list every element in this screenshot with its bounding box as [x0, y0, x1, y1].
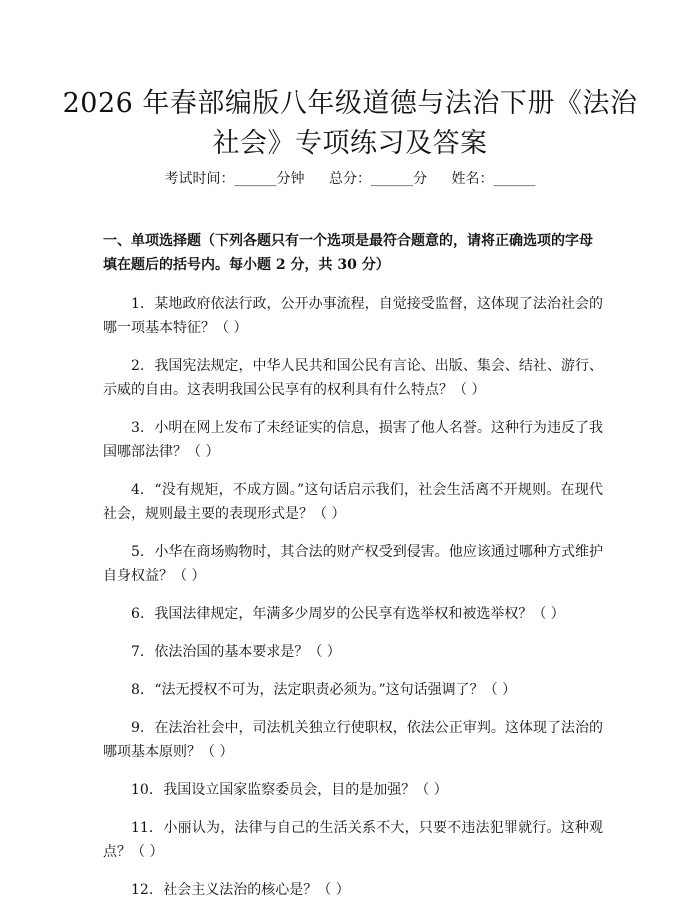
- question-item: [103, 816, 603, 864]
- question-item: [103, 478, 603, 526]
- question-item: [103, 540, 603, 588]
- question-text: “没有规矩，不成方圆。”这句话启示我们，社会生活离不开规则。在现代社会，规则最主要的表现形式是？（ ）: [103, 482, 603, 522]
- question-text: 某地政府依法行政，公开办事流程，自觉接受监督，这体现了法治社会的哪一项基本特征？（ ）: [103, 296, 603, 336]
- question-number: 4.: [131, 482, 145, 498]
- question-number: 9.: [131, 720, 145, 736]
- question-number: 12.: [131, 882, 154, 898]
- exam-score: 总分：______分: [329, 171, 427, 187]
- question-number: 1.: [131, 296, 145, 312]
- exam-time: 考试时间：______分钟: [164, 171, 305, 187]
- question-text: 小华在商场购物时，其合法的财产权受到侵害。他应该通过哪种方式维护自身权益？（ ）: [103, 544, 603, 584]
- question-item: [103, 602, 603, 626]
- question-item: [103, 416, 603, 464]
- question-number: 3.: [131, 420, 145, 436]
- question-item: [103, 678, 603, 702]
- question-text: 我国设立国家监察委员会，目的是加强？（ ）: [163, 782, 448, 798]
- question-text: 我国宪法规定，中华人民共和国公民有言论、出版、集会、结社、游行、示威的自由。这表明我国公民享有的权利具有什么特点？（ ）: [103, 358, 603, 398]
- question-text: 社会主义法治的核心是？（ ）: [163, 882, 350, 898]
- question-text: 在法治社会中，司法机关独立行使职权，依法公正审判。这体现了法治的哪项基本原则？（ ）: [103, 720, 603, 760]
- exam-name: 姓名：______: [451, 171, 536, 187]
- question-number: 8.: [131, 682, 145, 698]
- question-number: 2.: [131, 358, 145, 374]
- question-text: 小明在网上发布了未经证实的信息，损害了他人名誉。这种行为违反了我国哪部法律？（ ）: [103, 420, 603, 460]
- question-text: 小丽认为，法律与自己的生活关系不大，只要不违法犯罪就行。这种观点？（ ）: [103, 820, 603, 860]
- question-number: 11.: [131, 820, 154, 836]
- exam-meta: [0, 168, 700, 188]
- document-title: 2026 年春部编版八年级道德与法治下册《法治社会》专项练习及答案: [62, 88, 638, 159]
- question-item: [103, 354, 603, 402]
- question-item: [103, 716, 603, 764]
- question-text: 依法治国的基本要求是？（ ）: [154, 644, 341, 660]
- question-text: 我国法律规定，年满多少周岁的公民享有选举权和被选举权？（ ）: [154, 606, 565, 622]
- section-heading: 一、单项选择题（下列各题只有一个选项是最符合题意的，请将正确选项的字母填在题后的括号内。每小题 2 分，共 30 分）: [103, 233, 593, 273]
- question-list: [103, 278, 603, 912]
- question-item: [103, 292, 603, 340]
- question-number: 7.: [131, 644, 145, 660]
- question-item: [103, 778, 603, 802]
- question-number: 6.: [131, 606, 145, 622]
- question-text: “法无授权不可为，法定职责必须为。”这句话强调了？（ ）: [154, 682, 517, 698]
- question-item: [103, 878, 603, 902]
- question-number: 10.: [131, 782, 154, 798]
- question-item: [103, 640, 603, 664]
- question-number: 5.: [131, 544, 145, 560]
